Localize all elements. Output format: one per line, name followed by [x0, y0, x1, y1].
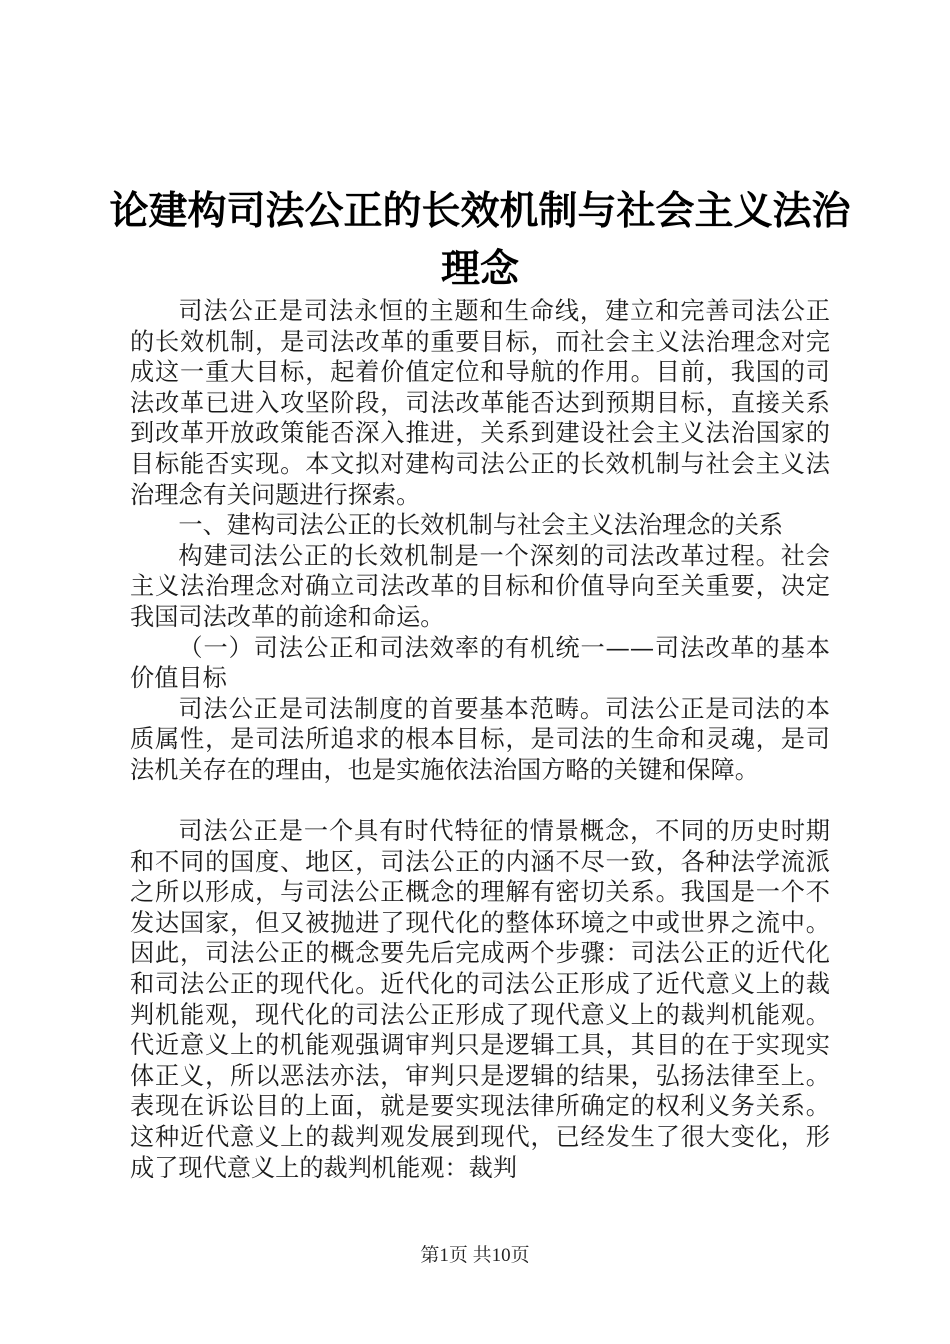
paragraph-justice-concept: 司法公正是一个具有时代特征的情景概念，不同的历史时期和不同的国度、地区，司法公正的内涵不尽一致，各种法学流派之所以形成，与司法公正概念的理解有密切关系。我国是一个不发达国家，但又被抛进了现代化的整体环境之中或世界之流中。因此，司法公正的概念要先后完成两个步骤：司法公正的近代化和司法公正的现代化。近代化的司法公正形成了近代意义上的裁判机能观，现代化的司法公正形成了现代意义上的裁判机能观。代近意义上的机能观强调审判只是逻辑工具，其目的在于实现实体正义，所以恶法亦法，审判只是逻辑的结果，弘扬法律至上。表现在诉讼目的上面，就是要实现法律所确定的权利义务关系。这种近代意义上的裁判观发展到现代，已经发生了很大变化，形成了现代意义上的裁判机能观：裁判	[130, 817, 830, 1182]
section-heading-1: 一、建构司法公正的长效机制与社会主义法治理念的关系	[178, 511, 784, 540]
paragraph-intro: 司法公正是司法永恒的主题和生命线，建立和完善司法公正的长效机制，是司法改革的重要目标，而社会主义法治理念对完成这一重大目标，起着价值定位和导航的作用。目前，我国的司法改革已进入攻坚阶段，司法改革能否达到预期目标，直接关系到改革开放政策能否深入推进，关系到建设社会主义法治国家的目标能否实现。本文拟对建构司法公正的长效机制与社会主义法治理念有关问题进行探索。	[130, 297, 830, 509]
document-title: 论建构司法公正的长效机制与社会主义法治理念	[109, 188, 851, 292]
document-body	[130, 296, 830, 1183]
page-footer: 第1页 共10页	[420, 1245, 530, 1266]
paragraph-section-1: 构建司法公正的长效机制是一个深刻的司法改革过程。社会主义法治理念对确立司法改革的目标和价值导向至关重要，决定我国司法改革的前途和命运。	[130, 541, 830, 631]
paragraph-justice-definition: 司法公正是司法制度的首要基本范畴。司法公正是司法的本质属性，是司法所追求的根本目标，是司法的生命和灵魂，是司法机关存在的理由，也是实施依法治国方略的关键和保障。	[130, 694, 830, 784]
subsection-heading-1: （一）司法公正和司法效率的有机统一——司法改革的基本价值目标	[130, 633, 830, 693]
